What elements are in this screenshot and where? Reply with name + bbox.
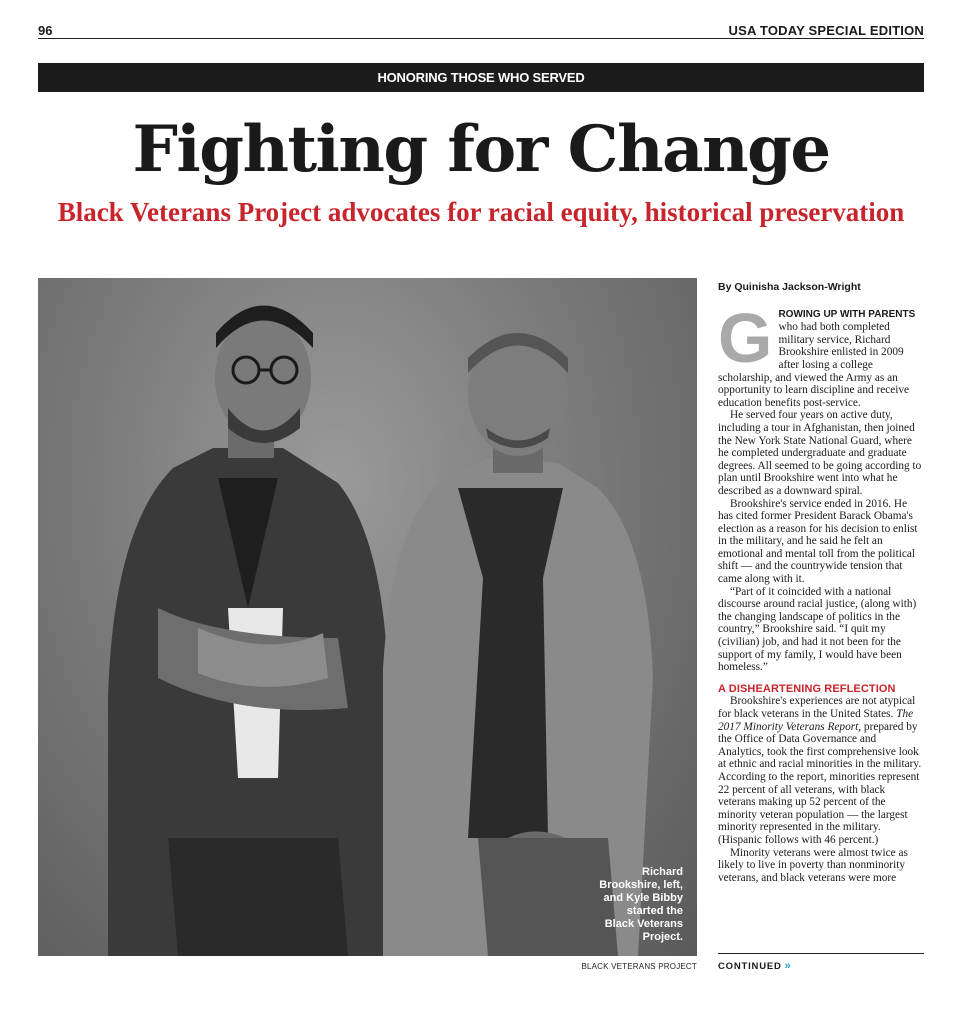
feature-photo — [38, 278, 697, 956]
article-paragraph: Brookshire's service ended in 2016. He has cited former President Barack Obama's election as a reason for his decision to enlist in the military, and he said he felt an emotional and mental toll from the political shift — and the countrywide tension that came along with it. — [718, 497, 918, 586]
lead-caps: ROWING UP WITH PARENTS — [778, 308, 916, 320]
article-body — [718, 281, 924, 884]
subhead: Black Veterans Project advocates for racial equity, historical preservation — [57, 197, 905, 227]
report-title: The 2017 Minority Veterans Report — [718, 708, 914, 733]
article-paragraph — [718, 298, 924, 410]
header-rule — [38, 38, 924, 39]
paragraph-text: who had both completed military service, Richard Brookshire enlisted in 2009 after losing a college scholarship, and viewed the Army as an opportunity to learn discipline and receive education benefits post-service. — [718, 321, 910, 409]
left-person-figure — [108, 306, 388, 957]
photo-credit: BLACK VETERANS PROJECT — [581, 962, 697, 971]
paragraph-text: , prepared by the Office of Data Governance and Analytics, took the first comprehensive look at ethnic and racial minorities in the military. According to the report, minorities represent 22 percent of all veterans, with black veterans making up 52 percent of the minority veteran population — the largest minority represented in the military. (Hispanic follows with 46 percent.) — [718, 720, 922, 846]
page-number: 96 — [38, 23, 53, 38]
continued-link[interactable] — [718, 960, 792, 972]
publication-edition: USA TODAY SPECIAL EDITION — [728, 23, 924, 38]
article-paragraph — [718, 695, 924, 846]
headline: Fighting for Change — [132, 112, 830, 187]
article-paragraph: He served four years on active duty, including a tour in Afghanistan, then joined the New York State National Guard, where he completed undergraduate and graduate degrees. All seemed to be going according to plan until Brookshire went into what he described as a downward spiral. — [718, 409, 922, 497]
drop-cap: G — [718, 298, 773, 377]
continued-label: CONTINUED — [718, 961, 782, 972]
section-banner — [38, 63, 924, 92]
article-paragraph: Minority veterans were almost twice as likely to live in poverty than nonminority veterans, and black veterans were more — [718, 846, 908, 884]
section-label: HONORING THOSE WHO SERVED — [377, 70, 585, 85]
byline: By Quinisha Jackson-Wright — [718, 281, 861, 293]
article-paragraph: “Part of it coincided with a national discourse around racial justice, (along with) the changing landscape of politics in the country,” Brookshire said. “I quit my (civilian) job, and had it not been for the support of my family, I would have been homeless.” — [718, 585, 917, 674]
continued-rule — [718, 953, 924, 954]
right-person-figure — [383, 330, 653, 956]
photo-caption: Richard Brookshire, left, and Kyle Bibby started the Black Veterans Project. — [599, 866, 683, 943]
subsection-heading: A DISHEARTENING REFLECTION — [718, 682, 896, 695]
photo-illustration — [38, 278, 697, 956]
paragraph-text: Brookshire's experiences are not atypical for black veterans in the United States. — [718, 695, 916, 720]
double-chevron-right-icon: » — [784, 960, 792, 972]
